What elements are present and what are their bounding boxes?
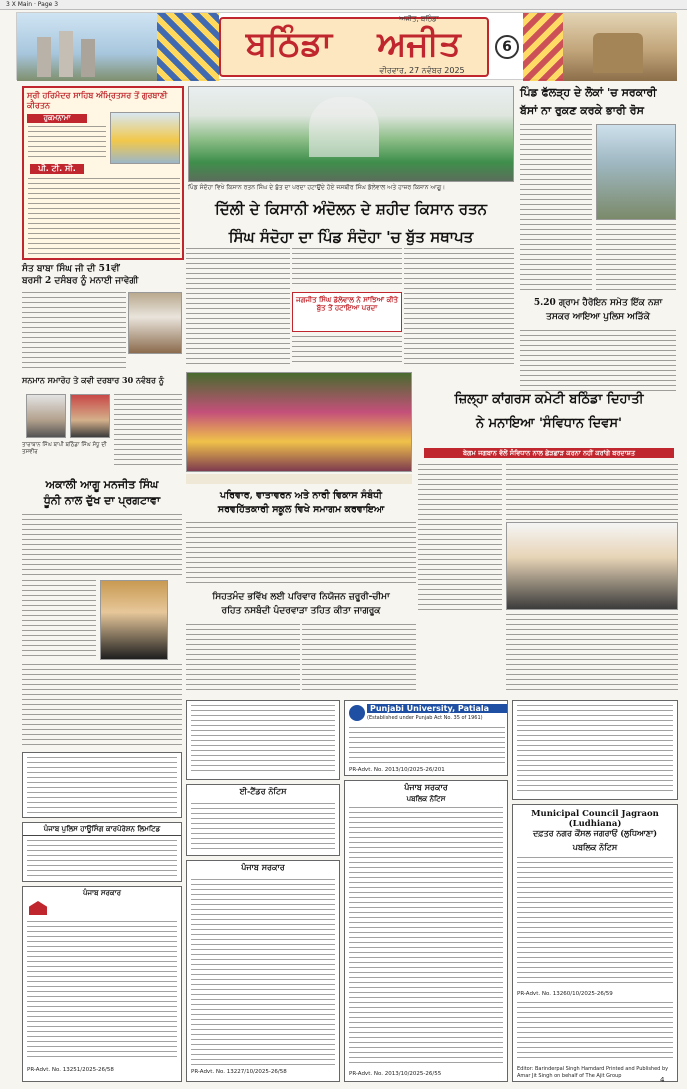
masthead-date: ਵੀਰਵਾਰ, 27 ਨਵੰਬਰ 2025 bbox=[379, 66, 465, 75]
center-headline-1: ਪਰਿਵਾਰ, ਵਾਤਾਵਰਨ ਅਤੇ ਨਾਰੀ ਵਿਕਾਸ ਸੰਬੰਧੀ bbox=[220, 490, 382, 501]
footer-credit: Editor: Barinderpal Singh Hamdard Printed and Published by Amar Jit Singh on behalf of The Ajit Group bbox=[517, 1065, 669, 1079]
municipal-notice bbox=[512, 804, 678, 1082]
mid-punjab-sarkar: ਪੰਜਾਬ ਸਰਕਾਰ bbox=[241, 862, 285, 872]
right-story-photo bbox=[596, 124, 676, 220]
municipal-name: Municipal Council Jagraon (Ludhiana) bbox=[531, 809, 659, 830]
masthead-pattern bbox=[157, 13, 219, 81]
masthead-pattern-right bbox=[523, 13, 563, 81]
congress-headline-2: ਨੇ ਮਨਾਇਆ 'ਸੰਵਿਧਾਨ ਦਿਵਸ' bbox=[475, 416, 623, 431]
main-story-headline-2: ਸਿੰਘ ਸੰਦੋਹਾ ਦਾ ਪਿੰਡ ਸੰਦੋਹਾ 'ਚ ਬੁੱਤ ਸਥਾਪਤ bbox=[228, 228, 474, 246]
mid-adv: PR-Advt. No. 13227/10/2025-26/58 bbox=[191, 1068, 287, 1075]
main-story-photo bbox=[188, 86, 514, 182]
center-headline-4: ਰਹਿਤ ਨਸਬੰਦੀ ਪੰਦਰਵਾੜਾ ਤਹਿਤ ਕੀਤਾ ਜਾਗਰੂਕ bbox=[221, 606, 381, 616]
pu-adv: PR-Advt. No. 2013/10/2025-26/201 bbox=[349, 767, 445, 773]
ad-topleft-badge: ਪੀ. ਟੀ. ਸੀ. bbox=[30, 164, 84, 174]
ad-topleft bbox=[22, 86, 184, 260]
printer-slug: 3 X Main · Page 3 bbox=[6, 1, 59, 8]
ad-topleft-sub: ਹੁਕਮਨਾਮਾ bbox=[27, 114, 87, 123]
right-adv: PR-Advt. No. 2013/10/2025-26/55 bbox=[349, 1070, 442, 1077]
center-headline-2: ਸਰਵਹਿੱਤਕਾਰੀ ਸਕੂਲ ਵਿਖੇ ਸਮਾਗਮ ਕਰਵਾਇਆ bbox=[217, 504, 385, 515]
left-headline-3: ਸਨਮਾਨ ਸਮਾਰੋਹ ਤੇ ਕਵੀ ਦਰਬਾਰ 30 ਨਵੰਬਰ ਨੂੰ bbox=[22, 375, 164, 385]
pu-sub: (Established under Punjab Act No. 35 of 1961) bbox=[367, 715, 483, 721]
tender-notice-table bbox=[186, 700, 340, 780]
right-story-headline-1: ਪਿੰਡ ਫੱਲੜ੍ਹ ਦੇ ਲੋਕਾਂ 'ਚ ਸਰਕਾਰੀ bbox=[520, 86, 657, 99]
right-story-sub-2: ਤਸਕਰ ਆਇਆ ਪੁਲਿਸ ਅੜਿੱਕੇ bbox=[546, 312, 650, 322]
main-story-headline-1: ਦਿੱਲੀ ਦੇ ਕਿਸਾਨੀ ਅੰਦੋਲਨ ਦੇ ਸ਼ਹੀਦ ਕਿਸਾਨ ਰਤਨ bbox=[214, 200, 488, 218]
left-punjab-sarkar: ਪੰਜਾਬ ਸਰਕਾਰ bbox=[82, 888, 121, 897]
municipal-public-notice: ਪਬਲਿਕ ਨੋਟਿਸ bbox=[572, 841, 618, 852]
pb-housing-title: ਪੰਜਾਬ ਪੁਲਿਸ ਹਾਊਸਿੰਗ ਕਾਰਪੋਰੇਸ਼ਨ ਲਿਮਟਿਡ bbox=[23, 823, 181, 836]
pu-notice bbox=[344, 700, 508, 776]
masthead-tagline: ਅਜੀਤ, ਬਠਿੰਡਾ bbox=[399, 15, 439, 23]
footer-page: 4 bbox=[660, 1076, 665, 1084]
pull-quote-box bbox=[292, 292, 402, 332]
bottom-adv: PR-Advt. No. 13260/10/2025-26/59 bbox=[517, 990, 613, 997]
municipal-name-pa: ਦਫ਼ਤਰ ਨਗਰ ਕੌਂਸਲ ਜਗਰਾਓਂ (ਲੁਧਿਆਣਾ) bbox=[532, 828, 658, 839]
gillco-notice bbox=[22, 886, 182, 1082]
left-headline-1: ਸੰਤ ਬਾਬਾ ਸਿੰਘ ਜੀ ਦੀ 51ਵੀਂ bbox=[22, 264, 120, 274]
left-portrait-1 bbox=[26, 394, 66, 438]
main-story-caption: ਪਿੰਡ ਸੰਦੋਹਾ ਵਿਖੇ ਕਿਸਾਨ ਰਤਨ ਸਿੰਘ ਦੇ ਬੁੱਤ ਦਾ ਪਰਦਾ ਹਟਾਉਂਦੇ ਹੋਏ ਜਸਬੀਰ ਸਿੰਘ ਡੱਲੇਵਾਲ ਅਤੇ ਹਾਜ਼ਰ ਕਿਸਾਨ ਆਗੂ। bbox=[188, 184, 446, 191]
center-headline-3: ਸਿਹਤਮੰਦ ਭਵਿੱਖ ਲਈ ਪਰਿਵਾਰ ਨਿਯੋਜਨ ਜ਼ਰੂਰੀ-ਚੀਮਾ bbox=[212, 592, 390, 602]
notice-block-left-1 bbox=[22, 752, 182, 818]
ad-topleft-title: ਸ੍ਰੀ ਹਰਿਮੰਦਰ ਸਾਹਿਬ ਅੰਮ੍ਰਿਤਸਰ ਤੋਂ ਗੁਰਬਾਣੀ ਕੀਰਤਨ bbox=[27, 91, 168, 110]
masthead-right-photo bbox=[563, 13, 677, 81]
printer-slug-bar bbox=[0, 0, 687, 10]
sant-baba-photo bbox=[128, 292, 182, 354]
masthead-left-photo bbox=[17, 13, 157, 81]
pb-housing-notice bbox=[22, 822, 182, 882]
public-notice-center bbox=[344, 780, 508, 1082]
right-story-sub-1: 5.20 ਗ੍ਰਾਮ ਹੈਰੋਇਨ ਸਮੇਤ ਇੱਕ ਨਸ਼ਾ bbox=[533, 298, 663, 308]
golden-temple-photo bbox=[110, 112, 180, 164]
left-headline-5: ਧੂੰਨੀ ਨਾਲ ਦੁੱਖ ਦਾ ਪ੍ਰਗਟਾਵਾ bbox=[43, 494, 161, 507]
masthead-page-number: 6 bbox=[495, 35, 519, 59]
pu-name: Punjabi University, Patiala bbox=[367, 704, 507, 713]
congress-headline-1: ਜ਼ਿਲ੍ਹਾ ਕਾਂਗਰਸ ਕਮੇਟੀ ਬਠਿੰਡਾ ਦਿਹਾਤੀ bbox=[454, 392, 644, 407]
center-public-notice: ਪਬਲਿਕ ਨੋਟਿਸ bbox=[406, 793, 446, 803]
school-event-caption bbox=[186, 474, 412, 484]
manjit-singh-photo bbox=[100, 580, 168, 660]
left-headline-2: ਬਰਸੀ 2 ਦਸੰਬਰ ਨੂੰ ਮਨਾਈ ਜਾਵੇਗੀ bbox=[22, 276, 139, 286]
masthead-title-right: ਅਜੀਤ bbox=[377, 24, 461, 64]
right-notice-table bbox=[512, 700, 678, 800]
e-tender-notice bbox=[186, 784, 340, 856]
congress-event-photo bbox=[506, 522, 678, 610]
pu-logo bbox=[349, 705, 365, 721]
e-tender-title: ਈ-ਟੈਂਡਰ ਨੋਟਿਸ bbox=[239, 786, 287, 796]
mid-punjab-sarkar-notice bbox=[186, 860, 340, 1082]
left-adv: PR-Advt. No. 13251/2025-26/58 bbox=[27, 1067, 114, 1073]
house-logo bbox=[29, 901, 47, 915]
left-headline-4: ਅਕਾਲੀ ਆਗੂ ਮਨਜੀਤ ਸਿੰਘ bbox=[45, 478, 159, 491]
right-story-headline-2: ਬੱਸਾਂ ਨਾ ਰੁਕਣ ਕਰਕੇ ਭਾਰੀ ਰੋਸ bbox=[520, 104, 644, 117]
center-punjab-sarkar: ਪੰਜਾਬ ਸਰਕਾਰ bbox=[404, 782, 448, 792]
masthead bbox=[16, 12, 676, 80]
masthead-title-left: ਬਠਿੰਡਾ bbox=[245, 24, 333, 64]
congress-kicker: ਬੇਗਮ ਜਗਬਾਨ ਵੱਲੋਂ ਸੰਵਿਧਾਨ ਨਾਲ ਛੇੜਛਾੜ ਕਰਨਾ ਨਹੀਂ ਕਰਾਂਗੇ ਬਰਦਾਸ਼ਤ bbox=[424, 448, 674, 458]
left-caption-small: ਤਾਰਾਬਾਨ ਸਿੰਘ ਬਾਪੀ ਬਠਿੰਡਾ ਸਿੰਘ ਸੰਧੂ ਦੀ ਤਸਵੀਰ bbox=[22, 442, 107, 455]
pull-quote: ਜਗਜੀਤ ਸਿੰਘ ਡੱਲੇਵਾਲ ਨੇ ਸਾਂਝਿਆਂ ਕੀਤੇ ਬੁੱਤ ਤੋਂ ਹਟਾਇਆ ਪਰਦਾ bbox=[296, 295, 398, 313]
school-event-photo bbox=[186, 372, 412, 472]
left-portrait-2 bbox=[70, 394, 110, 438]
